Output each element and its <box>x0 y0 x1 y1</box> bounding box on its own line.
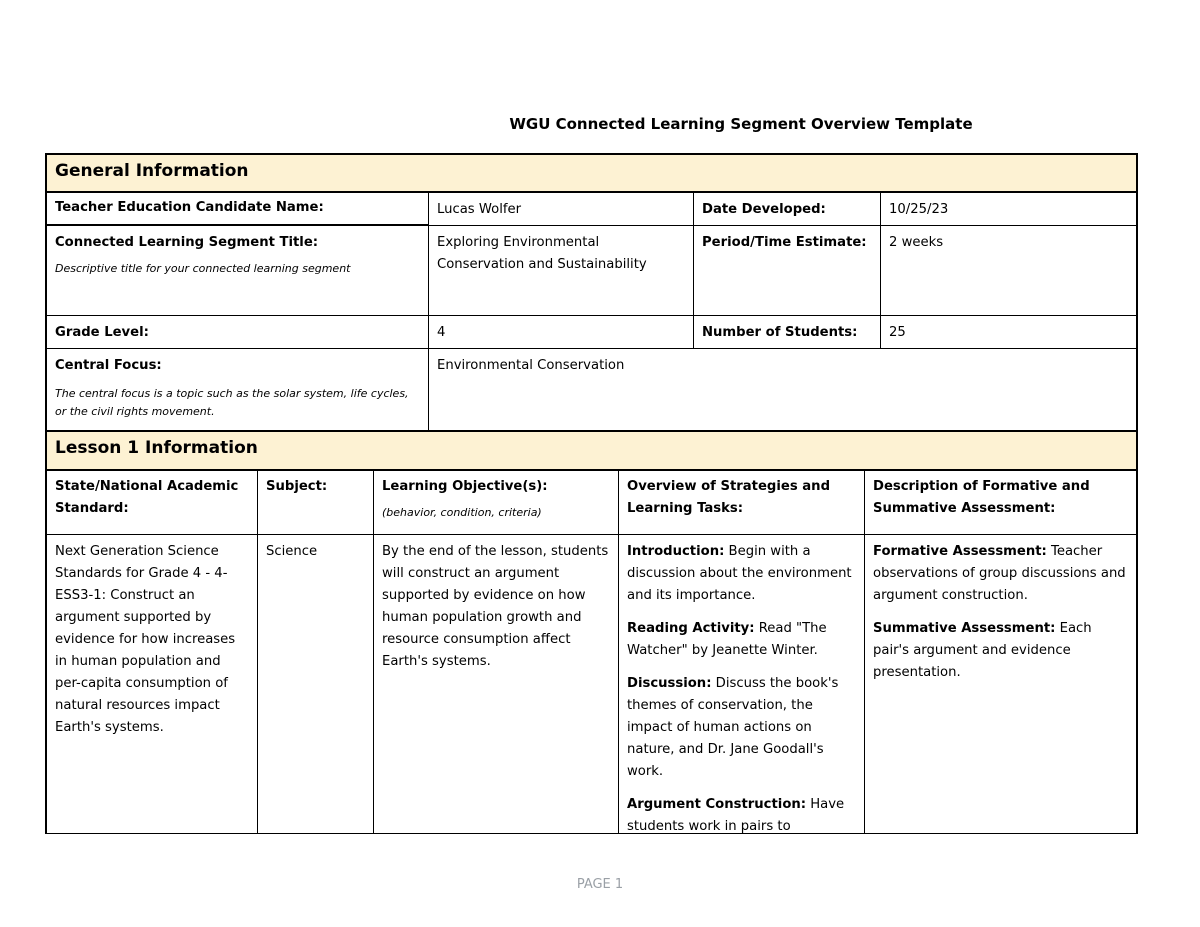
col-header-subject: Subject: <box>257 469 374 535</box>
date-developed-value: 10/25/23 <box>880 192 1138 226</box>
number-of-students-label: Number of Students: <box>693 315 881 349</box>
lesson1-heading: Lesson 1 Information <box>45 430 1138 471</box>
col-header-objective <box>373 469 619 535</box>
central-focus-hint: The central focus is a topic such as the solar system, life cycles, or the civil rights movement. <box>55 387 409 418</box>
col-header-objective-label: Learning Objective(s): <box>382 479 548 494</box>
subject-cell: Science <box>257 534 374 834</box>
overview-introduction: Introduction: Begin with a discussion about the environment and its importance. <box>627 544 852 603</box>
objective-cell: By the end of the lesson, students will construct an argument supported by evidence on how human population growth and resource consumption affect Earth's systems. <box>373 534 619 834</box>
standard-cell: Next Generation Science Standards for Grade 4 - 4-ESS3-1: Construct an argument supported by evidence for how increases in human population and per-capita consumption of natural resources impact Earth's systems. <box>45 534 258 834</box>
overview-cell <box>618 534 865 834</box>
page-number: PAGE 1 <box>576 877 624 892</box>
central-focus-label: Central Focus: <box>55 358 162 373</box>
number-of-students-value: 25 <box>880 315 1138 349</box>
overview-argument-construction: Argument Construction: Have students work in pairs to <box>627 797 845 834</box>
grade-level-value: 4 <box>428 315 694 349</box>
segment-title-value: Exploring Environmental Conservation and Sustainability <box>428 225 694 316</box>
overview-discussion: Discussion: Discuss the book's themes of conservation, the impact of human actions on nature, and Dr. Jane Goodall's work. <box>627 676 839 779</box>
central-focus-value: Environmental Conservation <box>428 348 1138 432</box>
formative-assessment: Formative Assessment: Teacher observations of group discussions and argument construction. <box>873 544 1126 603</box>
col-header-objective-hint: (behavior, condition, criteria) <box>382 506 542 519</box>
col-header-standard: State/National Academic Standard: <box>45 469 258 535</box>
grade-level-label: Grade Level: <box>45 315 429 349</box>
period-estimate-label: Period/Time Estimate: <box>693 225 881 316</box>
assessment-cell <box>864 534 1138 834</box>
summative-assessment: Summative Assessment: Each pair's argument and evidence presentation. <box>873 621 1092 680</box>
candidate-name-label: Teacher Education Candidate Name: <box>45 191 429 226</box>
general-info-heading: General Information <box>45 153 1138 193</box>
col-header-overview: Overview of Strategies and Learning Tasks: <box>618 469 865 535</box>
segment-title-hint: Descriptive title for your connected learning segment <box>55 262 351 275</box>
segment-title-label: Connected Learning Segment Title: <box>55 235 319 250</box>
central-focus-cell <box>45 348 429 432</box>
overview-reading-activity: Reading Activity: Read "The Watcher" by Jeanette Winter. <box>627 621 827 658</box>
document-title: WGU Connected Learning Segment Overview Template <box>509 115 973 133</box>
segment-title-cell <box>45 225 429 316</box>
date-developed-label: Date Developed: <box>693 192 881 226</box>
period-estimate-value: 2 weeks <box>880 225 1138 316</box>
candidate-name-value: Lucas Wolfer <box>428 192 694 226</box>
col-header-assessment: Description of Formative and Summative Assessment: <box>864 469 1138 535</box>
